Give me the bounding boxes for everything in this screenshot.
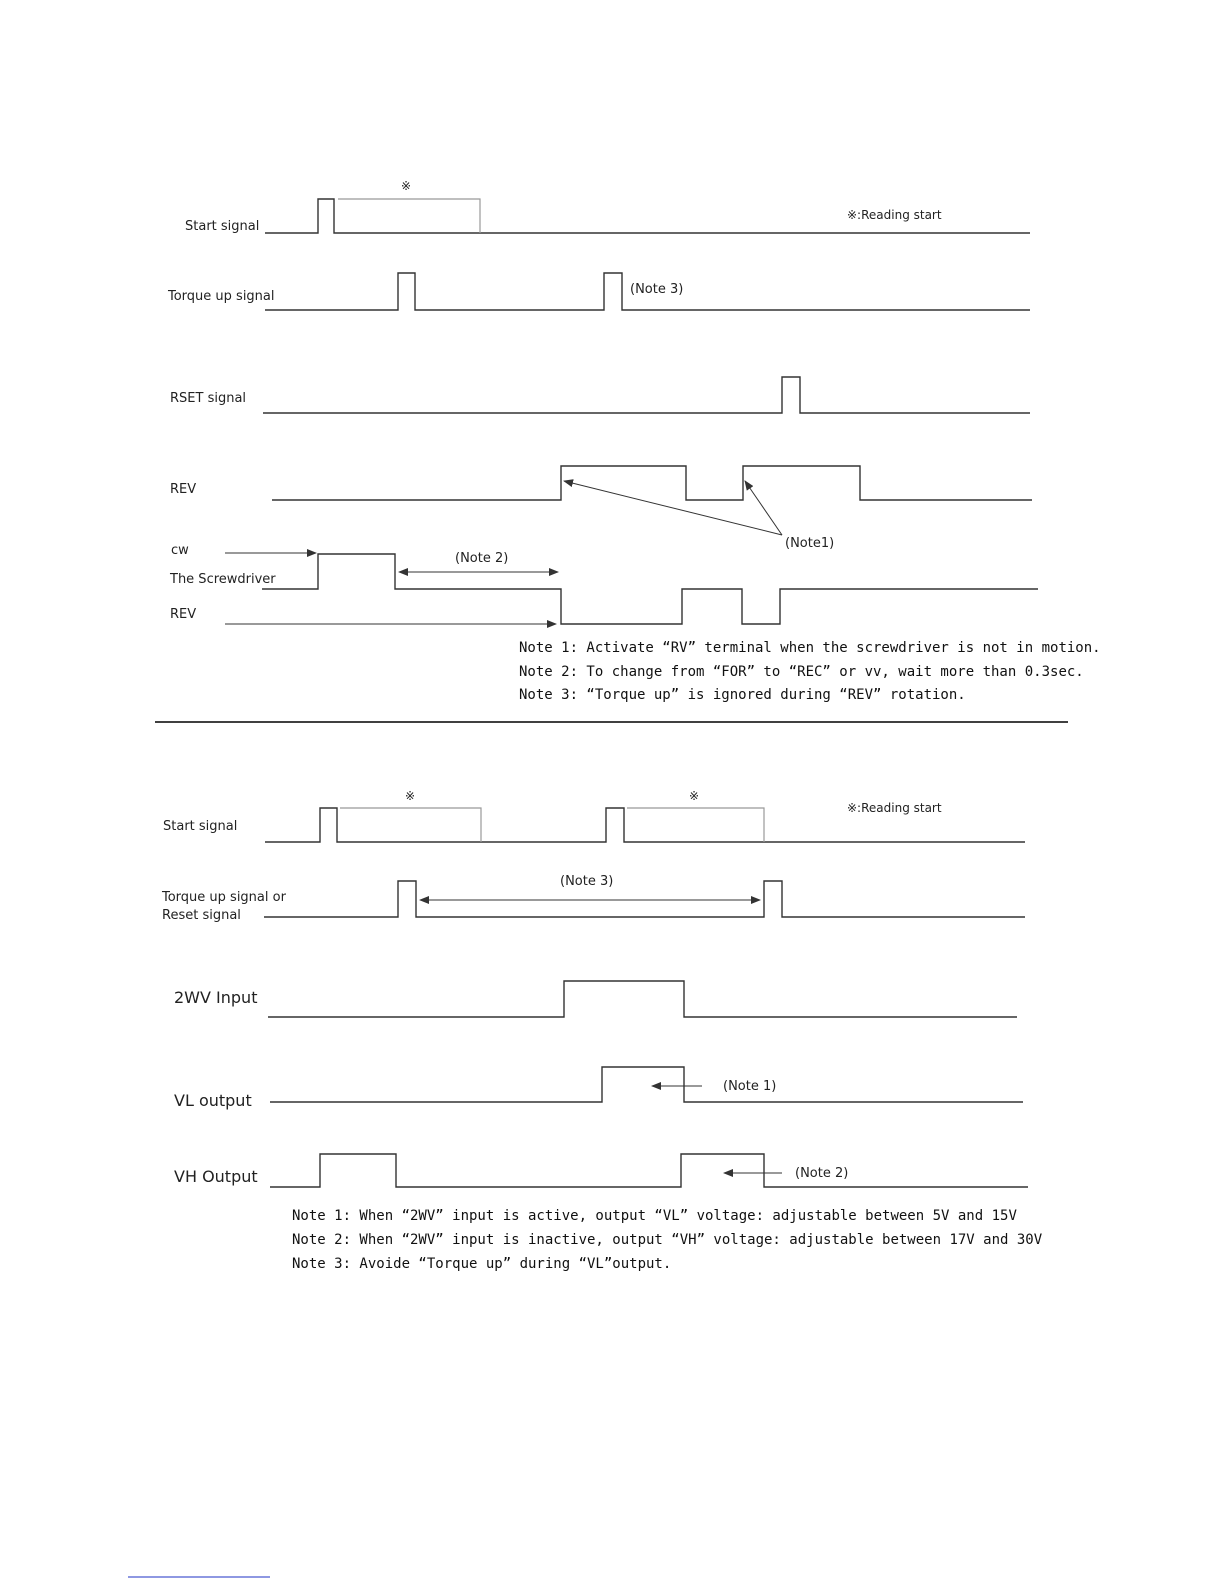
bottom-note-line-2: Note 2: When “2WV” input is inactive, output “VH” voltage: adjustable between 17V and 30V [292,1232,1043,1248]
bottom-2wv-input-label: 2WV Input [174,988,258,1007]
top-start-signal-label: Start signal [185,219,260,234]
top-rev-label: REV [170,482,197,497]
bottom-reading-mark-1: ※ [405,789,416,803]
top-rset-wave [263,377,1030,413]
bottom-timing-diagram [161,789,1043,1272]
bottom-vl-output-label: VL output [174,1091,252,1110]
bottom-reading-legend: ※:Reading start [847,801,942,815]
top-rset-label: RSET signal [170,391,247,406]
bottom-vh-output-label: VH Output [174,1167,258,1186]
bottom-note1-annotation: (Note 1) [723,1079,777,1094]
bottom-note3-annotation: (Note 3) [560,874,614,889]
top-cw-label: cw [171,543,189,558]
bottom-note2-annotation: (Note 2) [795,1166,849,1181]
bottom-torque-reset-label-2: Reset signal [162,908,241,923]
bottom-start-signal-label: Start signal [163,819,238,834]
bottom-torque-reset-label-1: Torque up signal or [162,890,286,905]
bottom-reading-window-2 [627,808,764,842]
top-timing-diagram [167,179,1101,703]
bottom-vh-output-wave [270,1154,1028,1187]
top-note-line-1: Note 1: Activate “RV” terminal when the screwdriver is not in motion. [519,640,1101,656]
top-rev-wave [272,466,1032,500]
bottom-torque-reset-wave [264,881,1025,917]
top-note1-annotation: (Note1) [785,536,835,551]
bottom-note-line-1: Note 1: When “2WV” input is active, output “VL” voltage: adjustable between 5V and 15V [292,1208,1017,1224]
top-rev-bottom-label: REV [170,607,197,622]
top-screwdriver-label: The Screwdriver [170,572,276,587]
top-note3-annotation: (Note 3) [630,282,684,297]
top-reading-mark: ※ [401,179,412,193]
bottom-2wv-input-wave [268,981,1017,1017]
bottom-reading-mark-2: ※ [689,789,700,803]
top-reading-legend: ※:Reading start [847,208,942,222]
top-note1-arrow-a [564,481,782,535]
bottom-vl-output-wave [270,1067,1023,1102]
top-note2-annotation: (Note 2) [455,551,509,566]
top-reading-window [338,199,480,233]
bottom-note-line-3: Note 3: Avoide “Torque up” during “VL”output. [292,1256,672,1272]
top-note-line-2: Note 2: To change from “FOR” to “REC” or vv, wait more than 0.3sec. [519,664,1084,680]
bottom-reading-window-1 [340,808,481,842]
top-note-line-3: Note 3: “Torque up” is ignored during “REV” rotation. [519,687,966,703]
top-screwdriver-wave [262,554,1038,624]
top-torque-up-label: Torque up signal [168,289,275,304]
